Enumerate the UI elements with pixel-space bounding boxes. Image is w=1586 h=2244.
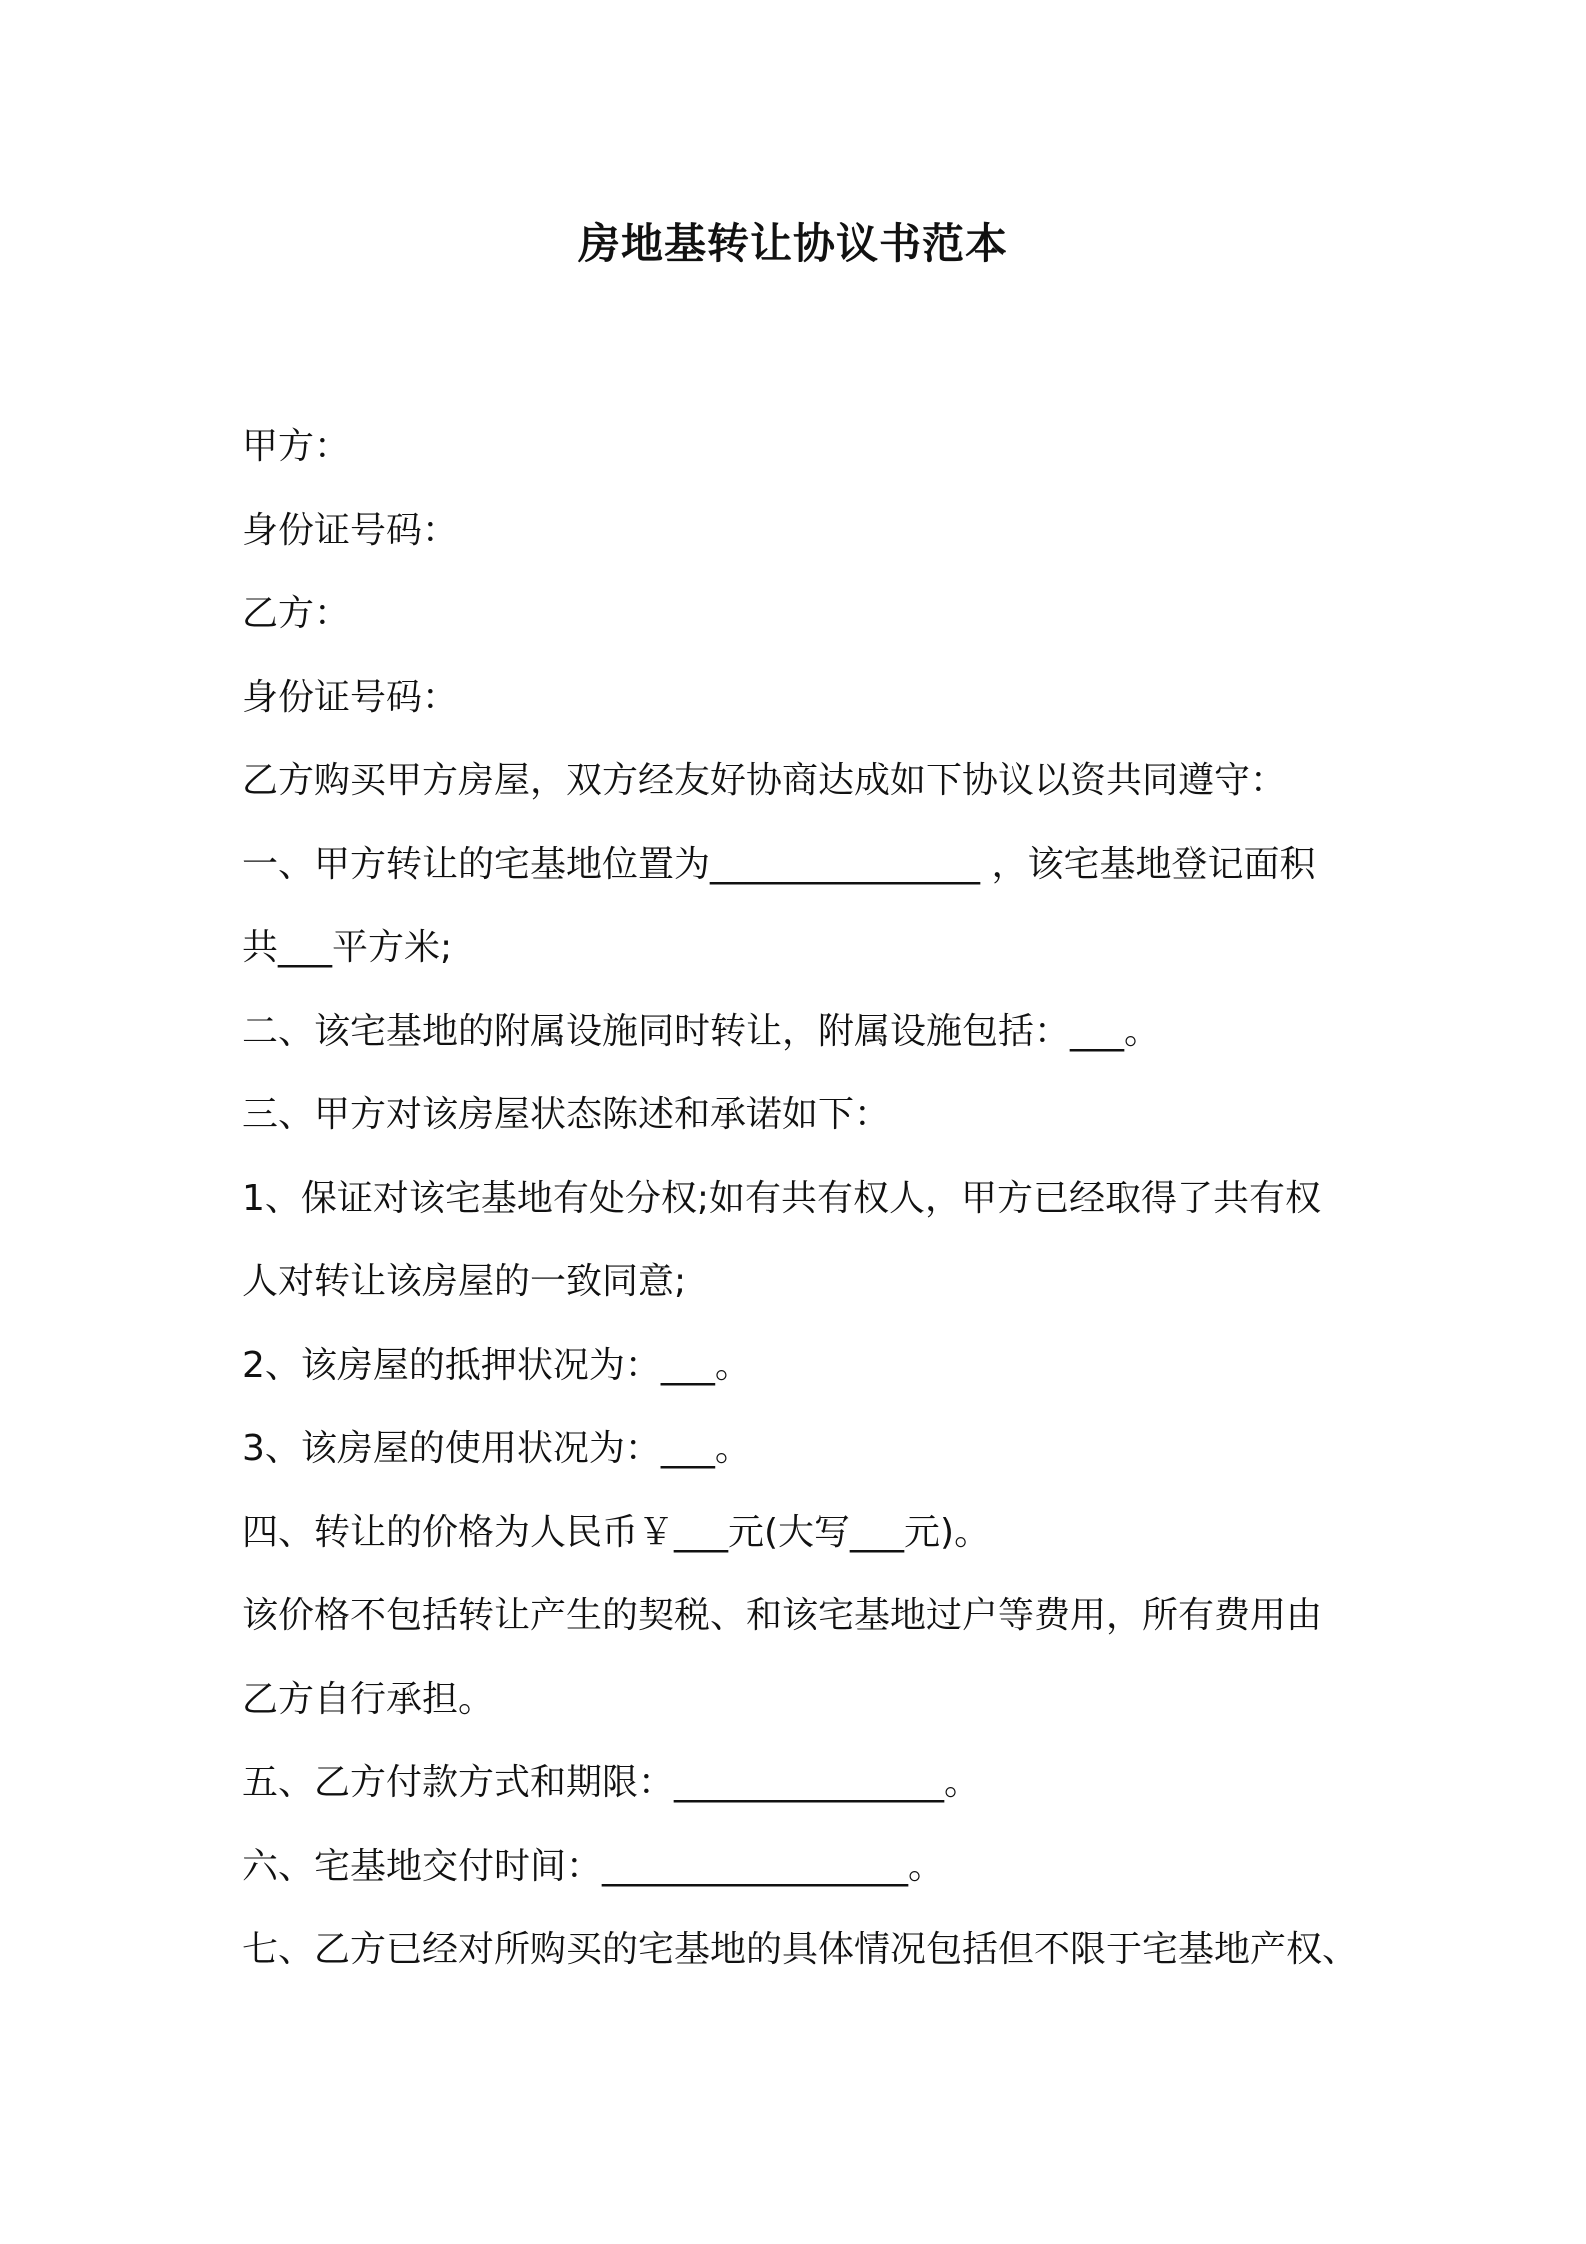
- document-title: 房地基转让协议书范本: [577, 219, 1008, 268]
- clause-6: 六、宅基地交付时间：_________________。: [242, 1845, 945, 1887]
- clause-7-line-1: 七、乙方已经对所购买的宅基地的具体情况包括但不限于宅基地产权、: [242, 1929, 1359, 1970]
- party-b-line: 乙方：: [242, 593, 351, 634]
- clause-2: 二、该宅基地的附属设施同时转让，附属设施包括：___。: [242, 1010, 1161, 1052]
- party-b-id-line: 身份证号码：: [242, 676, 459, 718]
- clause-3-item-2: 2、该房屋的抵押状况为：___。: [242, 1344, 751, 1386]
- clause-3-heading: 三、甲方对该房屋状态陈述和承诺如下：: [242, 1094, 891, 1135]
- clause-5: 五、乙方付款方式和期限：_______________。: [242, 1762, 981, 1803]
- price-note-line-2: 乙方自行承担。: [242, 1678, 495, 1720]
- agreement-intro: 乙方购买甲方房屋，双方经友好协商达成如下协议以资共同遵守：: [242, 760, 1287, 801]
- clause-4: 四、转让的价格为人民币￥___元(大写___元)。: [242, 1511, 991, 1553]
- clause-3-item-1-line-1: 1、保证对该宅基地有处分权;如有共有权人，甲方已经取得了共有权: [242, 1177, 1322, 1219]
- party-a-line: 甲方：: [242, 426, 351, 467]
- document-body: [242, 405, 1382, 1992]
- clause-1-line-2: 共___平方米;: [242, 927, 453, 968]
- clause-3-item-1-line-2: 人对转让该房屋的一致同意;: [242, 1261, 687, 1302]
- party-a-id-line: 身份证号码：: [242, 509, 459, 551]
- clause-1-line-1: 一、甲方转让的宅基地位置为_______________ ，该宅基地登记面积: [242, 843, 1316, 885]
- price-note-line-1: 该价格不包括转让产生的契税、和该宅基地过户等费用，所有费用由: [242, 1595, 1323, 1636]
- clause-3-item-3: 3、该房屋的使用状况为：___。: [242, 1428, 751, 1469]
